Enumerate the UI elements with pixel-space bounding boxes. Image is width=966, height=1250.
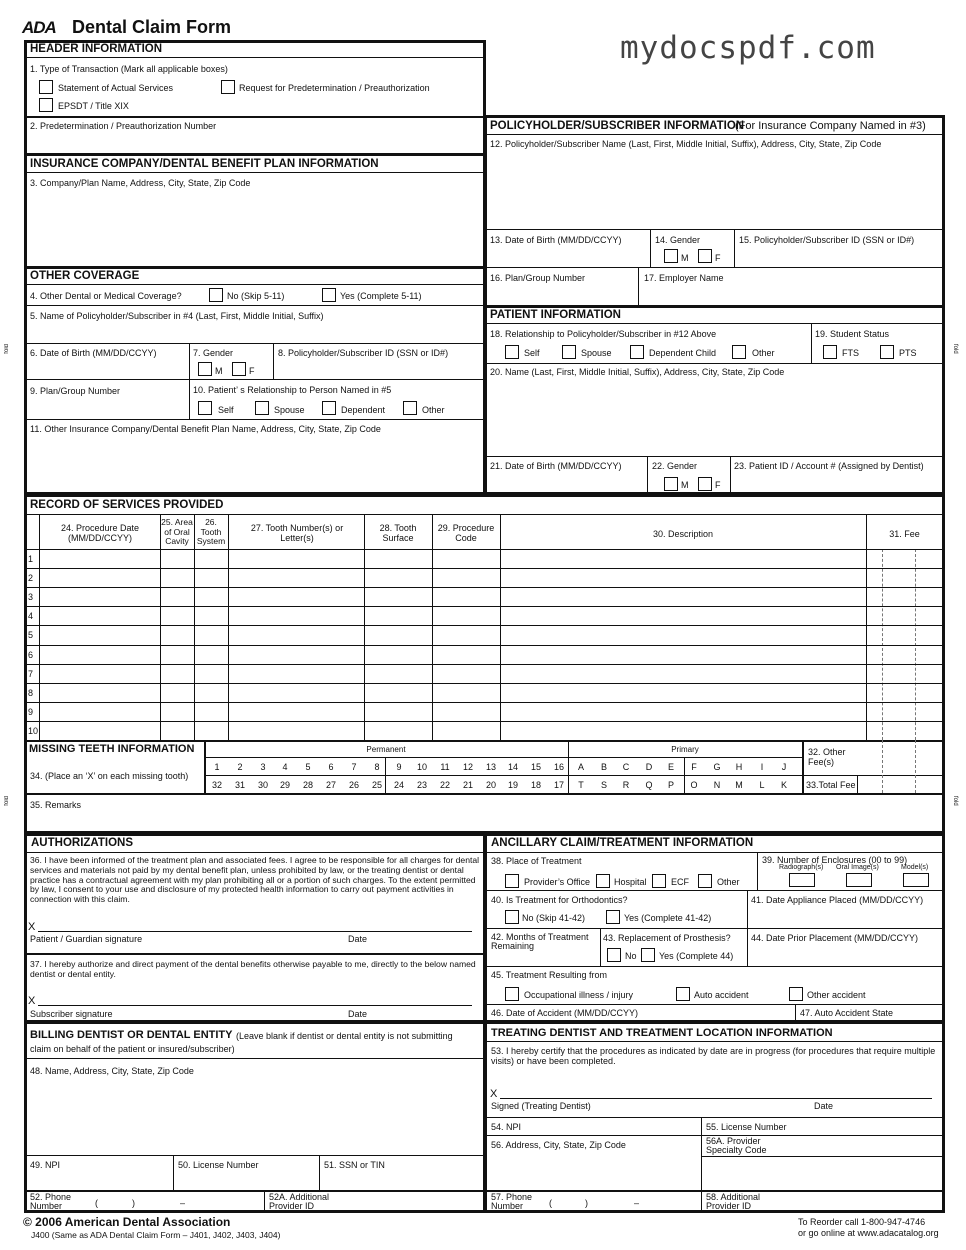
tooth-permanent-upper[interactable]: 9 <box>396 762 402 772</box>
fold-mark-right-2: fold <box>952 796 958 806</box>
checkbox-gender-m-7[interactable] <box>198 362 212 376</box>
subscriber-signature-label: Subscriber signature <box>30 1009 113 1019</box>
treating-title: TREATING DENTIST AND TREATMENT LOCATION INFORMATION <box>491 1027 833 1039</box>
tooth-primary-lower[interactable]: O <box>690 780 698 790</box>
field-4-label: 4. Other Dental or Medical Coverage? <box>30 291 182 301</box>
service-row-number: 1 <box>28 554 34 564</box>
col-area-oral-cavity: 25. Area of Oral Cavity <box>161 517 193 546</box>
service-row[interactable] <box>40 702 866 721</box>
treating-signature-label: Signed (Treating Dentist) <box>491 1101 591 1111</box>
field-50-label: 50. License Number <box>178 1160 259 1170</box>
tooth-primary-lower[interactable]: L <box>759 780 765 790</box>
tooth-permanent-lower[interactable]: 31 <box>234 780 245 790</box>
tooth-permanent-upper[interactable]: 16 <box>553 762 564 772</box>
copyright: © 2006 American Dental Association <box>23 1215 231 1229</box>
field-49-label: 49. NPI <box>30 1160 61 1170</box>
field-13-label: 13. Date of Birth (MM/DD/CCYY) <box>490 235 622 245</box>
field-9-label: 9. Plan/Group Number <box>30 386 121 396</box>
tooth-permanent-lower[interactable]: 23 <box>416 780 427 790</box>
billing-title: BILLING DENTIST OR DENTAL ENTITY <box>30 1029 233 1041</box>
checkbox-rel-spouse-10[interactable] <box>255 401 269 415</box>
checkbox-other-accident[interactable] <box>789 987 803 1001</box>
checkbox-other-coverage-yes[interactable] <box>322 288 336 302</box>
tooth-permanent-lower[interactable]: 24 <box>393 780 404 790</box>
field-55-label: 55. License Number <box>706 1122 787 1132</box>
service-row-number: 8 <box>28 688 34 698</box>
field-6-label: 6. Date of Birth (MM/DD/CCYY) <box>30 348 157 358</box>
form-title: Dental Claim Form <box>72 17 232 37</box>
col-tooth-surface: 28. Tooth Surface <box>379 523 417 543</box>
checkbox-gender-f-7[interactable] <box>232 362 246 376</box>
field-33-label: 33.Total Fee <box>806 780 856 790</box>
field-45-label: 45. Treatment Resulting from <box>491 970 608 980</box>
tooth-primary-upper[interactable]: F <box>691 762 697 772</box>
tooth-permanent-upper[interactable]: 14 <box>507 762 518 772</box>
service-row[interactable] <box>40 606 866 625</box>
field-21-label: 21. Date of Birth (MM/DD/CCYY) <box>490 461 622 471</box>
tooth-primary-upper[interactable]: G <box>713 762 721 772</box>
col-tooth-system: 26. Tooth System <box>196 517 226 546</box>
field-48-label: 48. Name, Address, City, State, Zip Code <box>30 1066 194 1076</box>
service-row-number: 4 <box>28 611 34 621</box>
tooth-primary-lower[interactable]: N <box>713 780 721 790</box>
field-7-label: 7. Gender <box>193 348 234 358</box>
insurance-title: INSURANCE COMPANY/DENTAL BENEFIT PLAN INFORMATION <box>30 158 379 170</box>
service-row-number: 5 <box>28 630 34 640</box>
tooth-primary-lower[interactable]: P <box>667 780 674 790</box>
enclosures-radiographs[interactable] <box>789 873 815 887</box>
field-38-label: 38. Place of Treatment <box>491 856 582 866</box>
field-52a-label: 52A. Additional Provider ID <box>269 1192 330 1211</box>
permanent-label: Permanent <box>366 745 406 754</box>
field-37-text: 37. I hereby authorize and direct payment of the dental benefits otherwise payable to me, directly to the below named dentist or dental entity. <box>30 959 476 979</box>
checkbox-epsdt[interactable] <box>39 98 53 112</box>
col-tooth-number: 27. Tooth Number(s) or Letter(s) <box>250 523 344 543</box>
service-row-number: 10 <box>28 726 39 736</box>
tooth-primary-upper[interactable]: I <box>760 762 764 772</box>
field-40-label: 40. Is Treatment for Orthodontics? <box>491 895 628 905</box>
reorder-phone: To Reorder call 1-800-947-4746 <box>798 1217 926 1227</box>
fold-mark-left-1: fold <box>4 344 10 354</box>
tooth-permanent-upper[interactable]: 4 <box>282 762 288 772</box>
checkbox-prosthesis-no[interactable] <box>607 948 621 962</box>
other-coverage-title: OTHER COVERAGE <box>30 270 140 282</box>
field-23-label: 23. Patient ID / Account # (Assigned by Dentist) <box>734 461 924 471</box>
service-row[interactable] <box>40 721 866 740</box>
checkbox-providers-office[interactable] <box>505 874 519 888</box>
checkbox-other-coverage-no[interactable] <box>209 288 223 302</box>
field-22-label: 22. Gender <box>652 461 698 471</box>
tooth-permanent-upper[interactable]: 15 <box>530 762 541 772</box>
checkbox-place-other[interactable] <box>698 874 712 888</box>
col-procedure-code: 29. Procedure Code <box>437 523 495 543</box>
authorizations-title: AUTHORIZATIONS <box>31 837 134 849</box>
field-54-label: 54. NPI <box>491 1122 522 1132</box>
service-row[interactable] <box>40 568 866 587</box>
tooth-permanent-upper[interactable]: 6 <box>328 762 334 772</box>
field-14-label: 14. Gender <box>655 235 701 245</box>
tooth-primary-upper[interactable]: C <box>622 762 630 772</box>
tooth-primary-upper[interactable]: B <box>600 762 607 772</box>
field-35-label: 35. Remarks <box>30 800 82 810</box>
tooth-primary-upper[interactable]: D <box>645 762 653 772</box>
service-row[interactable] <box>40 587 866 606</box>
tooth-primary-lower[interactable]: T <box>578 780 584 790</box>
tooth-permanent-upper[interactable]: 2 <box>237 762 243 772</box>
tooth-permanent-lower[interactable]: 17 <box>553 780 564 790</box>
service-row[interactable] <box>40 683 866 702</box>
field-1-label: 1. Type of Transaction (Mark all applicable boxes) <box>30 64 228 74</box>
checkbox-predetermination[interactable] <box>221 80 235 94</box>
field-10-label: 10. Patient’ s Relationship to Person Named in #5 <box>193 385 392 395</box>
tooth-permanent-lower[interactable]: 26 <box>348 780 359 790</box>
reorder-online: or go online at www.adacatalog.org <box>798 1228 939 1238</box>
field-20-label: 20. Name (Last, First, Middle Initial, Suffix), Address, City, State, Zip Code <box>490 367 785 377</box>
policyholder-title: POLICYHOLDER/SUBSCRIBER INFORMATION <box>490 120 745 132</box>
field-17-label: 17. Employer Name <box>644 273 724 283</box>
checkbox-prosthesis-yes[interactable] <box>641 948 655 962</box>
field-39-label: 39. Number of Enclosures (00 to 99) <box>762 855 908 865</box>
field-34-label: 34. (Place an ‘X’ on each missing tooth) <box>30 771 189 781</box>
tooth-permanent-lower[interactable]: 25 <box>371 780 382 790</box>
service-row[interactable] <box>40 549 866 568</box>
checkbox-rel-spouse-18[interactable] <box>562 345 576 359</box>
tooth-primary-upper[interactable]: A <box>577 762 584 772</box>
field-36-text: 36. I have been informed of the treatment plan and associated fees. I agree to be responsible for all charges for dental services and materials not paid by my dental benefit plan, unless prohibited by law, or the treating dentist or dental practice has a contractual agreement with my plan prohibiting all or a portion of such charges. To the extent permitted by law, I consent to your use and disclosure of my protected health information to carry out payment activities in connection with this claim. <box>30 855 480 905</box>
tooth-primary-upper[interactable]: E <box>667 762 674 772</box>
service-row-number: 9 <box>28 707 34 717</box>
form-id: J400 (Same as ADA Dental Claim Form – J401, J402, J403, J404) <box>31 1230 281 1240</box>
field-43-label: 43. Replacement of Prosthesis? <box>603 933 731 943</box>
field-44-label: 44. Date Prior Placement (MM/DD/CCYY) <box>751 933 919 943</box>
field-8-label: 8. Policyholder/Subscriber ID (SSN or ID#) <box>278 348 449 358</box>
checkbox-fts[interactable] <box>823 345 837 359</box>
enclosures-oral-images[interactable] <box>846 873 872 887</box>
field-19-label: 19. Student Status <box>815 329 890 339</box>
checkbox-auto-accident[interactable] <box>676 987 690 1001</box>
field-56-label: 56. Address, City, State, Zip Code <box>491 1140 626 1150</box>
field-42-label: 42. Months of Treatment Remaining <box>491 932 589 951</box>
tooth-primary-upper[interactable]: H <box>735 762 743 772</box>
checkbox-hospital[interactable] <box>596 874 610 888</box>
checkbox-rel-dependent-10[interactable] <box>322 401 336 415</box>
enclosures-models[interactable] <box>903 873 929 887</box>
ancillary-title: ANCILLARY CLAIM/TREATMENT INFORMATION <box>491 837 754 849</box>
services-title: RECORD OF SERVICES PROVIDED <box>30 499 224 511</box>
checkbox-gender-f-14[interactable] <box>698 249 712 263</box>
field-11-label: 11. Other Insurance Company/Dental Benefit Plan Name, Address, City, State, Zip Code <box>30 424 381 434</box>
checkbox-rel-self-10[interactable] <box>198 401 212 415</box>
ada-logo: ADA <box>22 18 56 37</box>
checkbox-rel-dependent-child-18[interactable] <box>630 345 644 359</box>
tooth-permanent-upper[interactable]: 8 <box>374 762 380 772</box>
field-57-label: 57. Phone Number <box>491 1192 533 1211</box>
field-16-label: 16. Plan/Group Number <box>490 273 586 283</box>
field-5-label: 5. Name of Policyholder/Subscriber in #4 (Last, First, Middle Initial, Suffix) <box>30 311 324 321</box>
col-description: 30. Description <box>652 529 714 539</box>
tooth-permanent-lower[interactable]: 30 <box>257 780 268 790</box>
tooth-permanent-lower[interactable]: 18 <box>530 780 541 790</box>
header-info-title: HEADER INFORMATION <box>30 43 163 55</box>
checkbox-ortho-no[interactable] <box>505 910 519 924</box>
col-procedure-date: 24. Procedure Date (MM/DD/CCYY) <box>60 523 140 543</box>
tooth-permanent-lower[interactable]: 21 <box>462 780 473 790</box>
tooth-permanent-lower[interactable]: 28 <box>302 780 313 790</box>
tooth-permanent-upper[interactable]: 12 <box>462 762 473 772</box>
checkbox-rel-other-10[interactable] <box>403 401 417 415</box>
tooth-permanent-upper[interactable]: 3 <box>260 762 266 772</box>
field-12-label: 12. Policyholder/Subscriber Name (Last, First, Middle Initial, Suffix), Address, City, State, Zip Code <box>490 139 882 149</box>
service-row-number: 2 <box>28 573 34 583</box>
tooth-permanent-lower[interactable]: 29 <box>279 780 290 790</box>
fold-mark-left-2: fold <box>4 796 10 806</box>
service-row-number: 3 <box>28 592 34 602</box>
tooth-permanent-upper[interactable]: 11 <box>440 762 450 772</box>
checkbox-occupational[interactable] <box>505 987 519 1001</box>
service-row[interactable] <box>40 625 866 644</box>
checkbox-rel-self-18[interactable] <box>505 345 519 359</box>
watermark: mydocspdf.com <box>620 30 876 66</box>
tooth-primary-lower[interactable]: M <box>735 780 743 790</box>
tooth-primary-lower[interactable]: Q <box>645 780 653 790</box>
field-52-label: 52. Phone Number <box>30 1192 72 1211</box>
col-fee: 31. Fee <box>889 529 920 539</box>
tooth-primary-lower[interactable]: K <box>780 780 787 790</box>
tooth-primary-lower[interactable]: S <box>600 780 607 790</box>
fold-mark-right-1: fold <box>952 344 958 354</box>
field-32-label: 32. Other Fee(s) <box>808 747 846 767</box>
patient-signature-label: Patient / Guardian signature <box>30 934 143 944</box>
field-41-label: 41. Date Appliance Placed (MM/DD/CCYY) <box>751 895 924 905</box>
primary-label: Primary <box>671 745 699 754</box>
service-row-number: 7 <box>28 669 34 679</box>
field-18-label: 18. Relationship to Policyholder/Subscriber in #12 Above <box>490 329 717 339</box>
checkbox-ortho-yes[interactable] <box>606 910 620 924</box>
field-46-label: 46. Date of Accident (MM/DD/CCYY) <box>491 1008 639 1018</box>
field-15-label: 15. Policyholder/Subscriber ID (SSN or ID#) <box>739 235 915 245</box>
tooth-permanent-upper[interactable]: 5 <box>305 762 311 772</box>
field-56a-label: 56A. Provider Specialty Code <box>706 1136 767 1155</box>
tooth-permanent-lower[interactable]: 27 <box>325 780 336 790</box>
checkbox-pts[interactable] <box>880 345 894 359</box>
tooth-primary-lower[interactable]: R <box>622 780 630 790</box>
tooth-permanent-lower[interactable]: 22 <box>439 780 450 790</box>
tooth-permanent-upper[interactable]: 1 <box>214 762 220 772</box>
checkbox-gender-f-22[interactable] <box>698 477 712 491</box>
field-58-label: 58. Additional Provider ID <box>706 1192 761 1211</box>
field-3-label: 3. Company/Plan Name, Address, City, State, Zip Code <box>30 178 251 188</box>
missing-teeth-title: MISSING TEETH INFORMATION <box>29 743 195 755</box>
field-53-text: 53. I hereby certify that the procedures as indicated by date are in progress (for procedures that require multiple visits) or have been completed. <box>491 1046 936 1066</box>
tooth-permanent-upper[interactable]: 7 <box>351 762 357 772</box>
checkbox-ecf[interactable] <box>652 874 666 888</box>
field-2-label: 2. Predetermination / Preauthorization Number <box>30 121 217 131</box>
service-row-number: 6 <box>28 650 34 660</box>
checkbox-gender-m-22[interactable] <box>664 477 678 491</box>
tooth-permanent-lower[interactable]: 32 <box>211 780 222 790</box>
tooth-permanent-upper[interactable]: 10 <box>416 762 427 772</box>
tooth-primary-upper[interactable]: J <box>781 762 787 772</box>
checkbox-gender-m-14[interactable] <box>664 249 678 263</box>
field-47-label: 47. Auto Accident State <box>800 1008 894 1018</box>
service-row[interactable] <box>40 664 866 683</box>
checkbox-actual-services[interactable] <box>39 80 53 94</box>
tooth-permanent-lower[interactable]: 19 <box>507 780 518 790</box>
field-51-label: 51. SSN or TIN <box>324 1160 385 1170</box>
tooth-permanent-upper[interactable]: 13 <box>485 762 496 772</box>
patient-title: PATIENT INFORMATION <box>490 309 621 321</box>
checkbox-rel-other-18[interactable] <box>732 345 746 359</box>
service-row[interactable] <box>40 645 866 664</box>
tooth-permanent-lower[interactable]: 20 <box>485 780 496 790</box>
